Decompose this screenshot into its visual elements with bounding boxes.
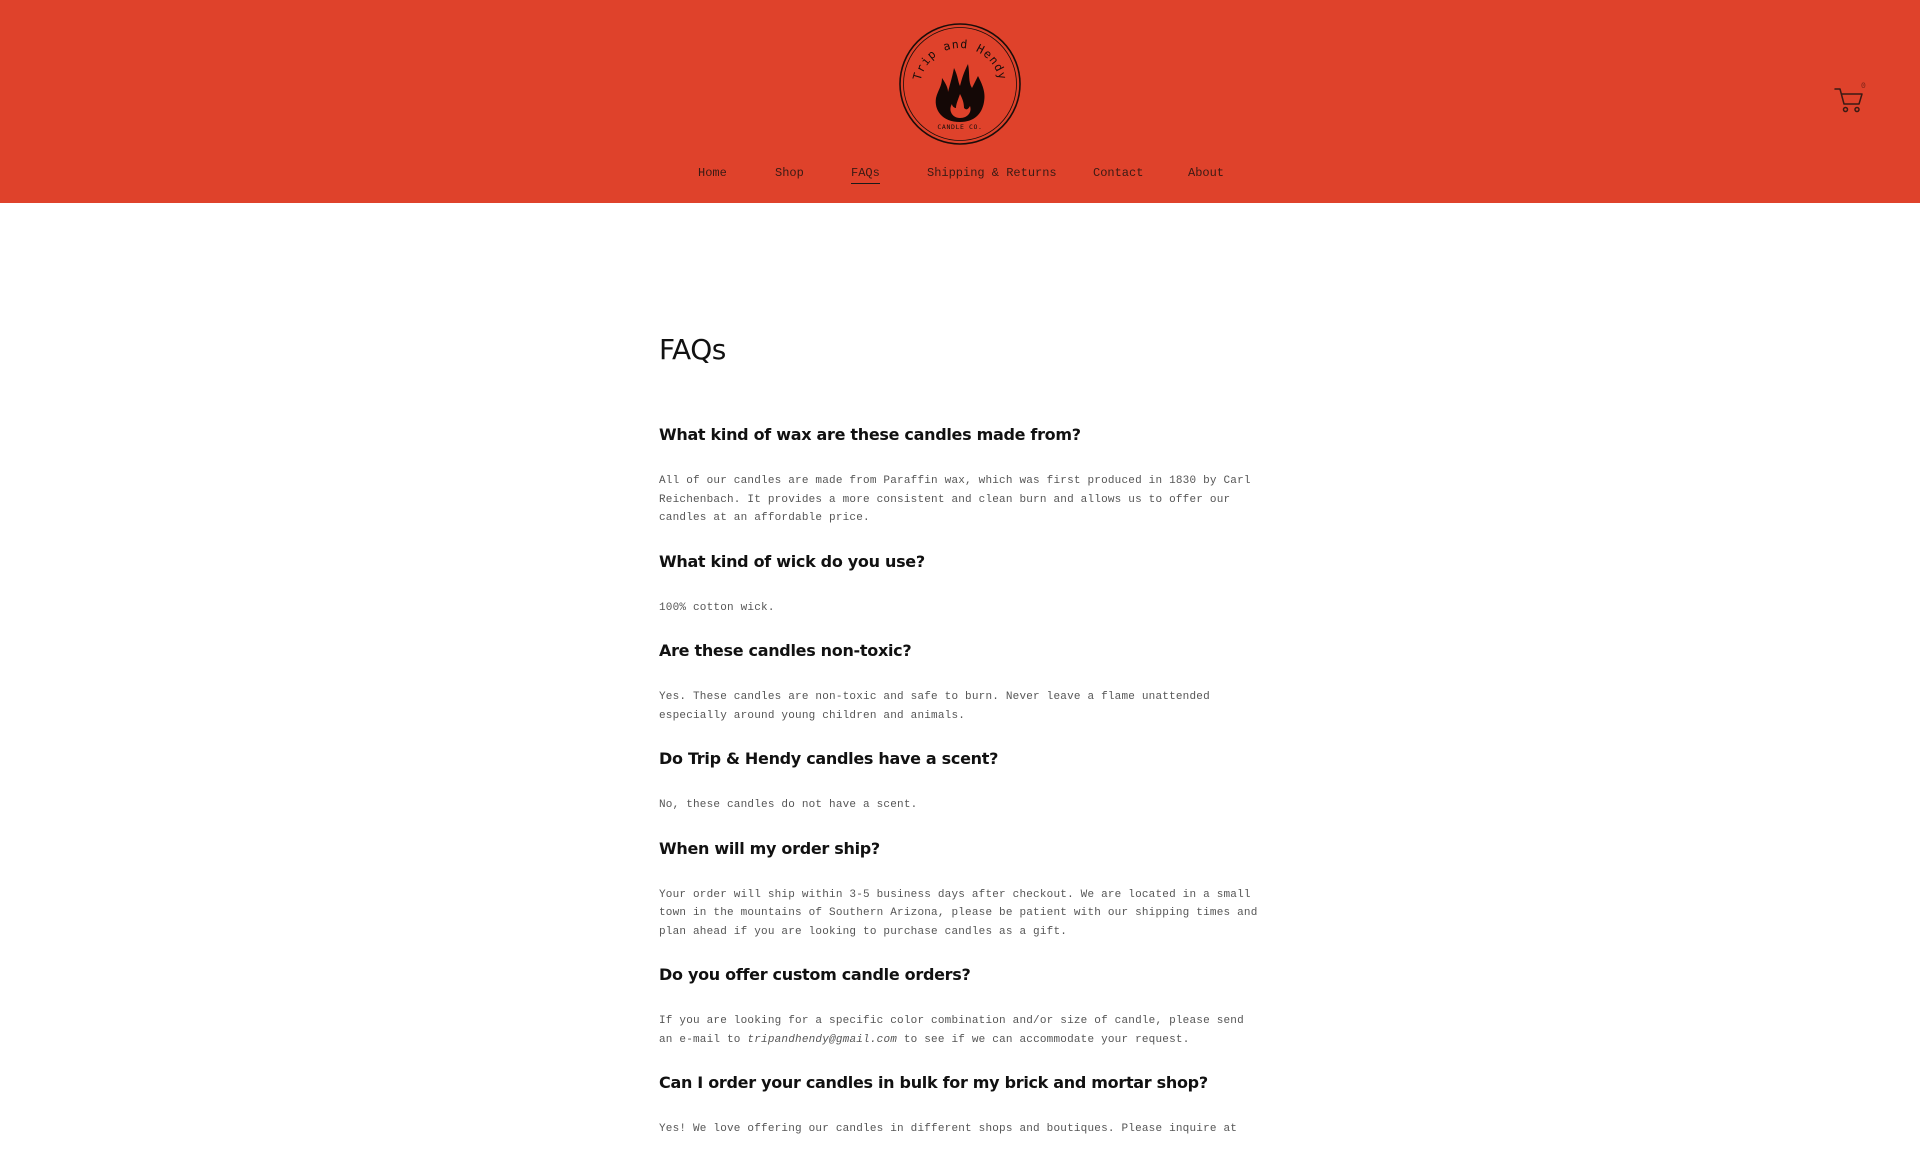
nav-home[interactable]: Home [698,166,727,180]
site-header [0,0,1920,203]
logo-arc-text: Trip and Hendy [909,36,1011,82]
logo-bottom-text: CANDLE CO. [937,123,983,131]
faq-question: Do Trip & Hendy candles have a scent? [659,749,999,768]
flame-icon [936,64,985,122]
svg-text:Trip and Hendy [910,37,1010,82]
nav-about[interactable]: About [1188,166,1225,180]
page-title: FAQs [659,333,726,366]
faq-answer: Your order will ship within 3-5 business days after checkout. We are located in a small town in the mountains of Southern Arizona, please be patient with our shipping times and plan ahead if you are looking to purchase candles as a gift. [659,888,1258,938]
faq-content [659,330,1259,1162]
email-link[interactable]: tripandhendy@gmail.com [747,1033,898,1046]
faq-question: When will my order ship? [659,838,880,858]
main-nav [0,165,1920,185]
nav-shipping-returns[interactable]: Shipping & Returns [927,166,1057,180]
faq-answer: Yes! We love offering our candles in different shops and boutiques. Please inquire at [659,1123,1238,1135]
faq-answer-text: to see if we can accommodate your request. [897,1033,1190,1046]
brand-logo[interactable] [898,22,1022,146]
faq-answer [659,1012,1259,1049]
faq-question: What kind of wick do you use? [659,551,925,571]
faq-answer: No, these candles do not have a scent. [659,799,918,811]
faq-question: Are these candles non-toxic? [659,641,912,660]
nav-contact[interactable]: Contact [1093,166,1144,180]
faq-question: Can I order your candles in bulk for my brick and mortar shop? [659,1073,1208,1092]
faq-question: Do you offer custom candle orders? [659,965,971,984]
faq-answer: Yes. These candles are non-toxic and safe to burn. Never leave a flame unattended especially around young children and animals. [659,691,1210,722]
cart-icon[interactable] [1834,86,1864,114]
faq-answer-text: If you are looking for a specific color combination and/or size of candle, please send an e-mail to [659,1015,1244,1046]
faq-answer: All of our candles are made from Paraffin wax, which was first produced in 1830 by Carl Reichenbach. It provides a more consistent and clean burn and allows us to offer our candles at an affordable price. [659,475,1251,524]
faq-answer: 100% cotton wick. [659,601,775,614]
nav-shop[interactable]: Shop [775,166,804,180]
faq-question: What kind of wax are these candles made from? [659,425,1081,444]
cart-count: 0 [1861,82,1866,91]
nav-faqs[interactable]: FAQs [851,165,880,184]
